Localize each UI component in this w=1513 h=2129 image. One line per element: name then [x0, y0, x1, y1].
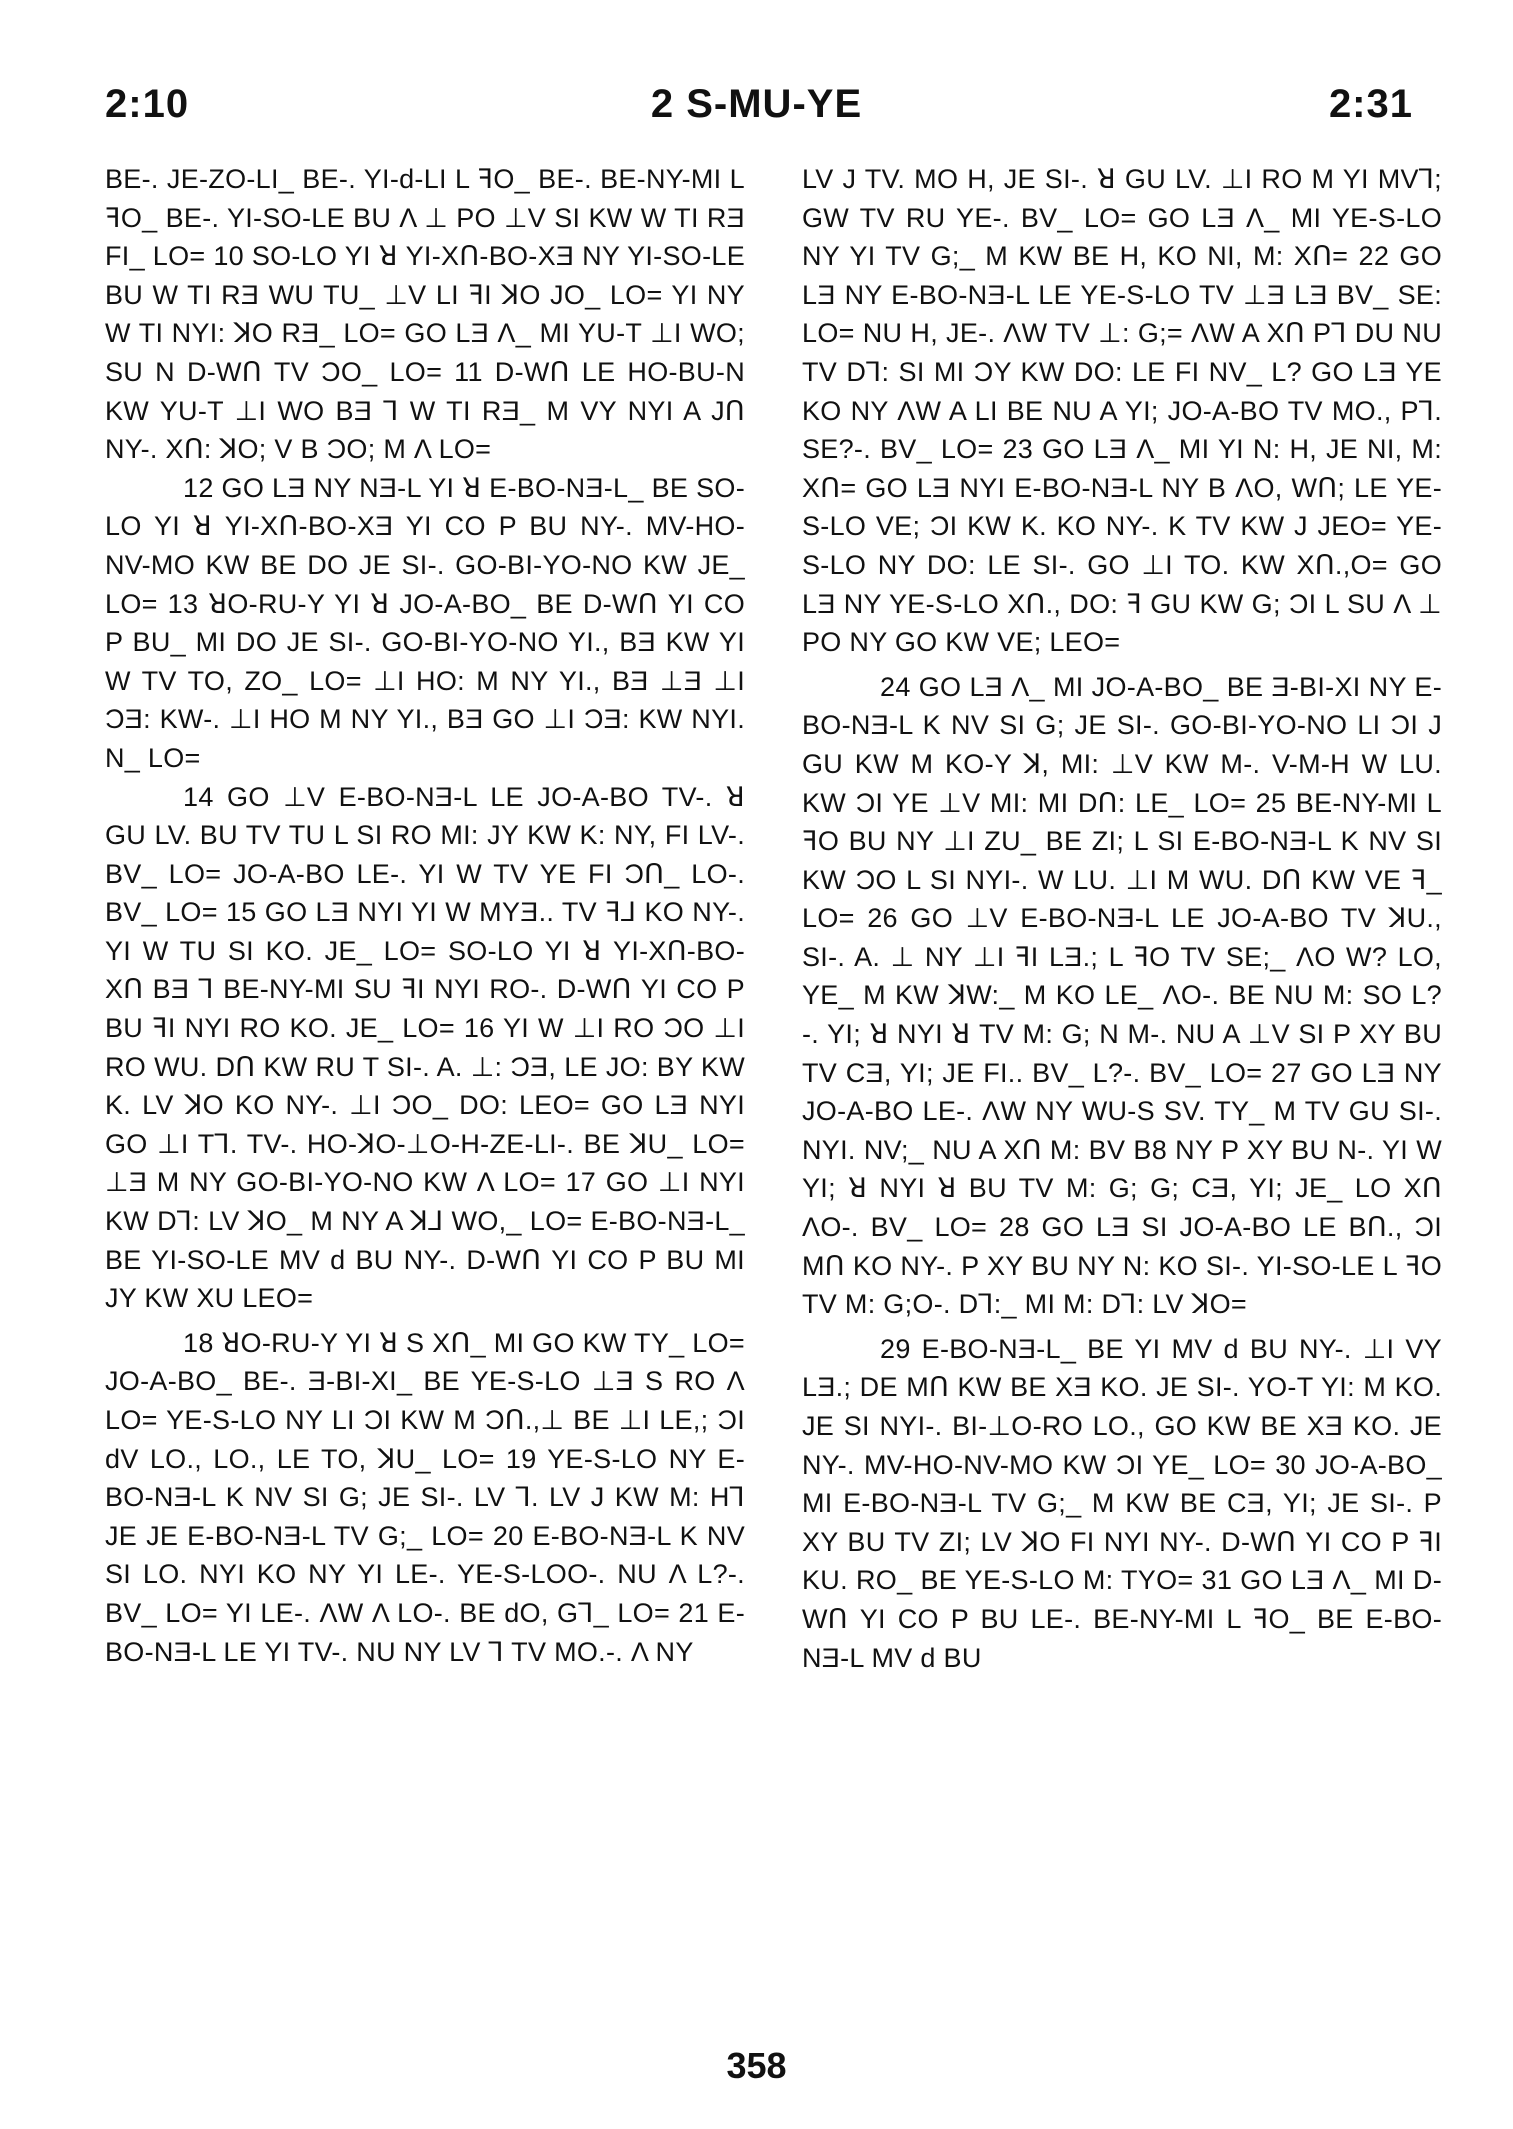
- header-left-reference: 2:10: [105, 82, 190, 126]
- right-text-column: [802, 160, 1442, 1677]
- paragraph: LV J TV. MO H, JE SI-. ꓤ GU LV. ⊥I RO M YI MV⅂; GW TV RU YE-. BV_ LO= GO LƎ Λ_ MI YE-S-LO NY YI TV G;_ M KW BE H, KO NI, M: XՈ= 22 GO LƎ NY E-BO-NƎ-L LE YE-S-LO TV ⊥Ǝ LƎ BV_ SE: LO= NU H, JE-. ΛW TV ⊥: G;= ΛW A XՈ P⅂ DU NU TV D⅂: SI MI ƆY KW DO: LE FI NV_ L? GO LƎ YE KO NY ΛW A LI BE NU A YI; JO-A-BO TV MO., P⅂. SE?-. BV_ LO= 23 GO LƎ Λ_ MI YI N: H, JE NI, M: XՈ= GO LƎ NYI E-BO-NƎ-L NY B ΛO, WՈ; LE YE-S-LO VE; ƆI KW K. KO NY-. K TV KW J JEO= YE-S-LO NY DO: LE SI-. GO ⊥I TO. KW XՈ.,O= GO LƎ NY YE-S-LO XՈ., DO: ꟻ GU KW G; ƆI L SU Λ ⊥ PO NY GO KW VE; LEO=: [802, 164, 1442, 658]
- left-text-column: [105, 160, 745, 1671]
- paragraph: 29 E-BO-NƎ-L_ BE YI MV d BU NY-. ⊥I VY LƎ.; DE MՈ KW BE XƎ KO. JE SI-. YO-T YI: M KO. JE SI NYI-. BI-⊥O-RO LO., GO KW BE XƎ KO. JE NY-. MV-HO-NV-MO KW ƆI YE_ LO= 30 JO-A-BO_ MI E-BO-NƎ-L TV G;_ M KW BE CƎ, YI; JE SI-. P XY BU TV ZI; LV ꓘO FI NYI NY-. D-WՈ YI CO P ꟻI KU. RO_ BE YE-S-LO M: TYO= 31 GO LƎ Λ_ MI D-WՈ YI CO P BU LE-. BE-NY-MI L ꟻO_ BE E-BO-NƎ-L MV d BU: [802, 1333, 1442, 1673]
- header-book-title: 2 S-MU-YE: [650, 82, 863, 126]
- header-right-reference: 2:31: [1328, 82, 1413, 126]
- page-number: 358: [726, 2045, 787, 2086]
- paragraph: 24 GO LƎ Λ_ MI JO-A-BO_ BE Ǝ-BI-XI NY E-BO-NƎ-L K NV SI G; JE SI-. GO-BI-YO-NO LI ƆI J GU KW M KO-Y ꓘ, MI: ⊥V KW M-. V-M-H W LU. KW ƆI YE ⊥V MI: MI DՈ: LE_ LO= 25 BE-NY-MI L ꟻO BU NY ⊥I ZU_ BE ZI; L SI E-BO-NƎ-L K NV SI KW ƆO L SI NYI-. W LU. ⊥I M WU. DՈ KW VE ꟻ_ LO= 26 GO ⊥V E-BO-NƎ-L LE JO-A-BO TV ꓘU., SI-. A. ⊥ NY ⊥I ꟻI LƎ.; L ꟻO TV SE;_ ΛO W? LO, YE_ M KW ꓘW:_ M KO LE_ ΛO-. BE NU M: SO L?-. YI; ꓤ NYI ꓤ TV M: G; N M-. NU A ⊥V SI P XY BU TV CƎ, YI; JE FI.. BV_ L?-. BV_ LO= 27 GO LƎ NY JO-A-BO LE-. ΛW NY WU-S SV. TY_ M TV GU SI-. NYI. NV;_ NU A XՈ M: BV B8 NY P XY BU N-. YI W YI; ꓤ NYI ꓤ BU TV M: G; G; CƎ, YI; JE_ LO XՈ ΛO-. BV_ LO= 28 GO LƎ SI JO-A-BO LE BՈ., ƆI MՈ KO NY-. P XY BU NY N: KO SI-. YI-SO-LE L ꟻO TV M: G;O-. D⅂:_ MI M: D⅂: LV ꓘO=: [802, 671, 1442, 1320]
- paragraph: 18 ꓤO-RU-Y YI ꓤ S XՈ_ MI GO KW TY_ LO= JO-A-BO_ BE-. Ǝ-BI-XI_ BE YE-S-LO ⊥Ǝ S RO Λ LO= YE-S-LO NY LI ƆI KW M ƆՈ.,⊥ BE ⊥I LE,; ƆI dV LO., LO., LE TO, ꓘU_ LO= 19 YE-S-LO NY E-BO-NƎ-L K NV SI G; JE SI-. LV ⅂. LV J KW M: H⅂ JE JE E-BO-NƎ-L TV G;_ LO= 20 E-BO-NƎ-L K NV SI LO. NYI KO NY YI LE-. YE-S-LOO-. NU Λ L?-. BV_ LO= YI LE-. ΛW Λ LO-. BE dO, G⅂_ LO= 21 E-BO-NƎ-L LE YI TV-. NU NY LV ⅂ TV MO.-. Λ NY: [105, 1327, 745, 1667]
- paragraph: BE-. JE-ZO-LI_ BE-. YI-d-LI L ꟻO_ BE-. BE-NY-MI L ꟻO_ BE-. YI-SO-LE BU Λ ⊥ PO ⊥V SI KW W TI RƎ FI_ LO= 10 SO-LO YI ꓤ YI-XՈ-BO-XƎ NY YI-SO-LE BU W TI RƎ WU TU_ ⊥V LI ꟻI ꓘO JO_ LO= YI NY W TI NYI: ꓘO RƎ_ LO= GO LƎ Λ_ MI YU-T ⊥I WO; SU N D-WՈ TV ƆO_ LO= 11 D-WՈ LE HO-BU-N KW YU-T ⊥I WO BƎ ⅂ W TI RƎ_ M VY NYI A JՈ NY-. XՈ: ꓘO; V B ƆO; M Λ LO=: [105, 164, 745, 465]
- paragraph: 12 GO LƎ NY NƎ-L YI ꓤ E-BO-NƎ-L_ BE SO-LO YI ꓤ YI-XՈ-BO-XƎ YI CO P BU NY-. MV-HO-NV-MO KW BE DO JE SI-. GO-BI-YO-NO KW JE_ LO= 13 ꓤO-RU-Y YI ꓤ JO-A-BO_ BE D-WՈ YI CO P BU_ MI DO JE SI-. GO-BI-YO-NO YI., BƎ KW YI W TV TO, ZO_ LO= ⊥I HO: M NY YI., BƎ ⊥Ǝ ⊥I ƆƎ: KW-. ⊥I HO M NY YI., BƎ GO ⊥I ƆƎ: KW NYI. N_ LO=: [105, 472, 745, 773]
- paragraph: 14 GO ⊥V E-BO-NƎ-L LE JO-A-BO TV-. ꓤ GU LV. BU TV TU L SI RO MI: JY KW K: NY, FI LV-. BV_ LO= JO-A-BO LE-. YI W TV YE FI ƆՈ_ LO-. BV_ LO= 15 GO LƎ NYI YI W MYƎ.. TV ꟻ⅃ KO NY-. YI W TU SI KO. JE_ LO= SO-LO YI ꓤ YI-XՈ-BO-XՈ BƎ ⅂ BE-NY-MI SU ꟻI NYI RO-. D-WՈ YI CO P BU ꟻI NYI RO KO. JE_ LO= 16 YI W ⊥I RO ƆO ⊥I RO WU. DՈ KW RU T SI-. A. ⊥: ƆƎ, LE JO: BY KW K. LV ꓘO KO NY-. ⊥I ƆO_ DO: LEO= GO LƎ NYI GO ⊥I T⅂. TV-. HO-ꓘO-⊥O-H-ZE-LI-. BE ꓘU_ LO= ⊥Ǝ M NY GO-BI-YO-NO KW Λ LO= 17 GO ⊥I NYI KW D⅂: LV ꓘO_ M NY A ꓘ⅃ WO,_ LO= E-BO-NƎ-L_ BE YI-SO-LE MV d BU NY-. D-WՈ YI CO P BU MI JY KW XU LEO=: [105, 781, 745, 1314]
